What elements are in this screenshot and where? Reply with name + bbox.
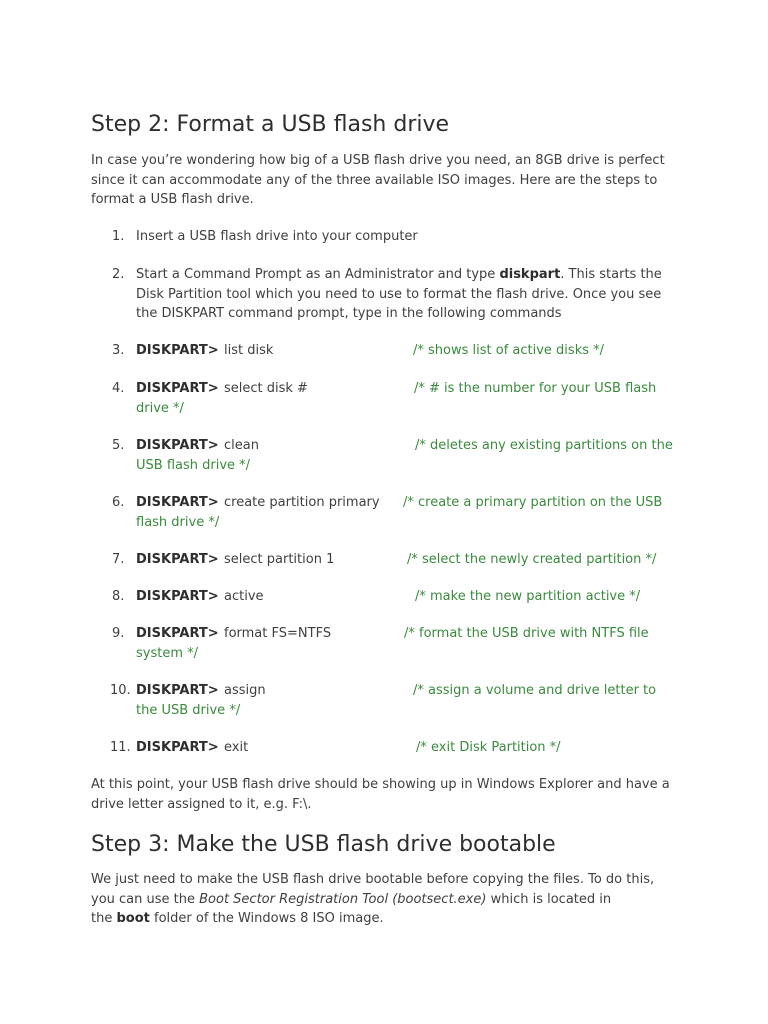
list-item-line-3: the DISKPART command prompt, type in the following commands [136,306,562,321]
list-number: 8. [112,589,125,604]
diskpart-command: diskpart [499,267,561,282]
list-item-4 [0,379,768,419]
list-item-10 [0,681,768,721]
list-item-line-1 [136,265,662,285]
list-item-11 [0,738,768,778]
intro-line-2: since it can accommodate any of the three available ISO images. Here are the steps to [91,172,658,188]
command-comment: /* exit Disk Partition */ [416,740,561,755]
diskpart-command: assign [224,683,266,698]
step3-line-1: We just need to make the USB flash drive bootable before copying the files. To do this, [91,872,655,887]
list-item-9 [0,624,768,664]
diskpart-command: active [224,589,264,604]
list-number: 5. [112,438,125,453]
diskpart-prompt: DISKPART> [136,626,219,641]
list-number: 6. [112,495,125,510]
list-item-7 [0,550,768,590]
command-comment: /* create a primary partition on the USB [403,495,663,510]
list-number: 3. [112,343,125,358]
list-item-text: . This starts the [560,267,662,282]
list-number: 10. [110,683,131,698]
step2-intro-paragraph [91,151,691,210]
list-item-text: Insert a USB flash drive into your computer [136,229,418,244]
list-number: 7. [112,552,125,567]
command-comment-continued: USB flash drive */ [136,457,251,473]
diskpart-command: exit [224,740,249,755]
diskpart-command: format FS=NTFS [224,626,332,641]
intro-line-1: In case you’re wondering how big of a USB flash drive you need, an 8GB drive is perfect [91,153,665,168]
list-item-line-2: Disk Partition tool which you need to use to format the flash drive. Once you see [136,286,662,302]
step3-text: which is located in [486,891,612,907]
diskpart-prompt: DISKPART> [136,589,219,604]
intro-line-3: format a USB flash drive. [91,192,254,207]
list-item-2 [0,265,768,325]
outro-line-1: At this point, your USB flash drive should be showing up in Windows Explorer and have a [91,777,670,792]
command-comment: /* deletes any existing partitions on the [415,438,673,453]
step3-line-2 [91,890,691,910]
step3-paragraph [91,870,691,929]
command-comment: /* # is the number for your USB flash [414,381,657,396]
command-comment-continued: the USB drive */ [136,702,241,718]
command-comment-continued: flash drive */ [136,514,220,530]
boot-folder-name: boot [116,911,150,926]
list-item-1 [0,227,768,267]
diskpart-command: clean [224,438,259,453]
step3-text: the [91,911,117,926]
command-comment: /* shows list of active disks */ [413,343,605,358]
diskpart-prompt: DISKPART> [136,552,219,567]
step3-heading: Step 3: Make the USB flash drive bootable [91,832,556,857]
command-comment-continued: drive */ [136,400,184,416]
diskpart-prompt: DISKPART> [136,438,219,453]
list-number: 4. [112,381,125,396]
outro-line-2: drive letter assigned to it, e.g. F:\. [91,796,312,812]
step2-heading: Step 2: Format a USB flash drive [91,112,450,137]
step2-outro-paragraph [91,775,691,814]
command-comment-continued: system */ [136,645,199,661]
list-item-5 [0,436,768,476]
command-comment: /* format the USB drive with NTFS file [404,626,649,641]
list-number: 11. [110,740,131,755]
diskpart-prompt: DISKPART> [136,381,219,396]
diskpart-prompt: DISKPART> [136,495,219,510]
diskpart-prompt: DISKPART> [136,343,219,358]
list-number: 1. [112,229,125,244]
list-item-6 [0,493,768,533]
list-item-3 [0,341,768,381]
step3-text: folder of the Windows 8 ISO image. [149,911,384,926]
diskpart-command: select disk # [224,381,308,396]
diskpart-command: select partition 1 [224,552,335,567]
list-item-8 [0,587,768,627]
list-number: 9. [112,626,125,641]
diskpart-prompt: DISKPART> [136,740,219,755]
list-item-text: Start a Command Prompt as an Administrator and type [136,267,500,282]
command-comment: /* assign a volume and drive letter to [413,683,657,698]
diskpart-command: list disk [224,343,274,358]
command-comment: /* select the newly created partition */ [407,552,657,567]
bootsect-tool-name: Boot Sector Registration Tool (bootsect.exe) [199,891,487,907]
diskpart-prompt: DISKPART> [136,683,219,698]
step3-line-3 [91,909,691,929]
step3-text: you can use the [91,891,200,907]
diskpart-command: create partition primary [224,495,380,510]
command-comment: /* make the new partition active */ [415,589,641,604]
list-number: 2. [112,267,125,282]
